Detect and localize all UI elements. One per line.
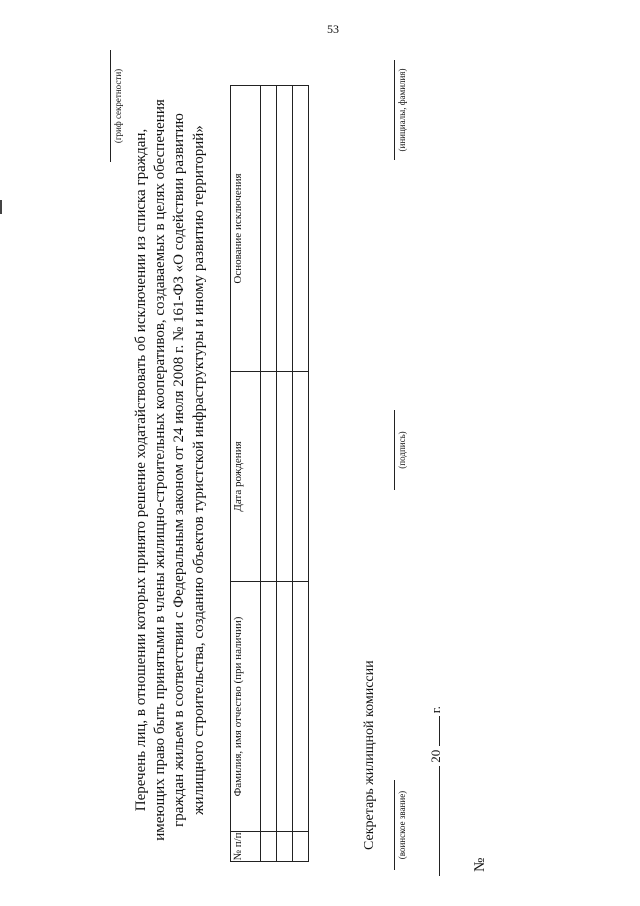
- column-header-full-name: Фамилия, имя отчество (при наличии): [231, 582, 261, 832]
- document-heading: [132, 62, 209, 878]
- table-row: [261, 86, 277, 862]
- table-row: [293, 86, 309, 862]
- table-cell: [277, 832, 293, 862]
- secrecy-label: (гриф секретности): [113, 68, 123, 144]
- table-cell: [293, 832, 309, 862]
- secrecy-line: [110, 50, 111, 162]
- year-prefix: 20: [428, 749, 443, 763]
- signature-block: [362, 50, 512, 890]
- column-header-birth-date: Дата рождения: [231, 372, 261, 582]
- number-sign: №: [472, 857, 488, 872]
- heading-line: Перечень лиц, в отношении которых принято решение ходатайствовать об исключении из списка граждан,: [133, 128, 149, 812]
- table-cell: [261, 582, 277, 832]
- column-header-number: № п/п: [231, 832, 261, 862]
- table-cell: [261, 86, 277, 372]
- scan-edge-mark: [0, 200, 2, 214]
- date-blank: [427, 766, 440, 876]
- heading-line: имеющих право быть принятыми в члены жилищно-строительных кооперативов, создаваемых в целях обеспечения: [152, 99, 169, 841]
- table-cell: [261, 372, 277, 582]
- rank-label: (воинское звание): [397, 790, 407, 860]
- signature-label: (подпись): [397, 431, 407, 469]
- name-line: [394, 60, 395, 160]
- table-cell: [261, 832, 277, 862]
- table-cell: [293, 372, 309, 582]
- year-suffix: г.: [428, 706, 443, 714]
- table-header-row: [231, 86, 261, 862]
- rotated-form: [92, 50, 512, 890]
- page-number: 53: [327, 22, 339, 36]
- table-row: [277, 86, 293, 862]
- secretary-title: Секретарь жилищной комиссии: [362, 660, 377, 850]
- name-label: (инициалы, фамилия): [397, 68, 407, 152]
- table-cell: [277, 372, 293, 582]
- year-blank: [427, 717, 440, 747]
- signature-line: [394, 410, 395, 490]
- date-line: [427, 706, 444, 876]
- column-header-exclusion-reason: Основание исключения: [231, 86, 261, 372]
- table-cell: [277, 86, 293, 372]
- heading-line: жилищного строительства, созданию объектов туристской инфраструктуры и иному развитию территорий»: [190, 125, 207, 815]
- table-cell: [293, 86, 309, 372]
- table-cell: [293, 582, 309, 832]
- exclusion-table: [230, 85, 309, 862]
- rank-line: [394, 780, 395, 870]
- table-cell: [277, 582, 293, 832]
- heading-line: граждан жильем в соответствии с Федеральным законом от 24 июля 2008 г. № 161-ФЗ «О содействии развитию: [171, 113, 188, 827]
